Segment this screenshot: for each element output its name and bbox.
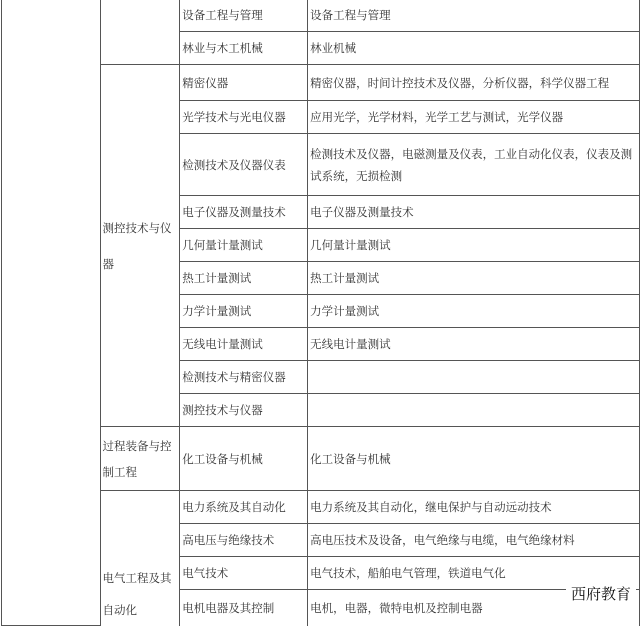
mapping-cell: 电气技术，船舶电气管理，铁道电气化 <box>308 557 640 590</box>
major-cell: 电子仪器及测量技术 <box>180 196 308 229</box>
group-cell-previous <box>100 0 180 65</box>
major-cell: 几何量计量测试 <box>180 229 308 262</box>
mapping-cell: 检测技术及仪器，电磁测量及仪表，工业自动化仪表，仪表及测试系统，无损检测 <box>308 134 640 196</box>
major-cell: 电力系统及其自动化 <box>180 491 308 524</box>
major-cell: 测控技术与仪器 <box>180 394 308 427</box>
major-cell: 无线电计量测试 <box>180 328 308 361</box>
mapping-cell: 林业机械 <box>308 32 640 65</box>
major-cell: 检测技术与精密仪器 <box>180 361 308 394</box>
mapping-cell: 无线电计量测试 <box>308 328 640 361</box>
group-cell-process: 过程装备与控制工程 <box>100 427 180 491</box>
major-mapping-table <box>1 0 640 626</box>
group-cell-electrical: 电气工程及其自动化 <box>100 491 180 626</box>
mapping-cell: 几何量计量测试 <box>308 229 640 262</box>
major-cell: 精密仪器 <box>180 65 308 101</box>
mapping-cell <box>308 361 640 394</box>
mapping-cell: 化工设备与机械 <box>308 427 640 491</box>
group-cell-measurement: 测控技术与仪器 <box>100 65 180 427</box>
major-cell: 设备工程与管理 <box>180 0 308 32</box>
major-cell: 力学计量测试 <box>180 295 308 328</box>
mapping-cell: 力学计量测试 <box>308 295 640 328</box>
mapping-cell: 电力系统及其自动化，继电保护与自动远动技术 <box>308 491 640 524</box>
major-cell: 光学技术与光电仪器 <box>180 101 308 134</box>
major-cell: 检测技术及仪器仪表 <box>180 134 308 196</box>
mapping-cell: 电机，电器，微特电机及控制电器 <box>308 590 640 626</box>
mapping-cell: 电子仪器及测量技术 <box>308 196 640 229</box>
mapping-cell: 热工计量测试 <box>308 262 640 295</box>
mapping-cell: 设备工程与管理 <box>308 0 640 32</box>
major-cell: 电气技术 <box>180 557 308 590</box>
mapping-cell: 精密仪器，时间计控技术及仪器，分析仪器，科学仪器工程 <box>308 65 640 101</box>
watermark: 西府教育 <box>566 581 636 607</box>
major-cell: 电机电器及其控制 <box>180 590 308 626</box>
major-cell: 林业与木工机械 <box>180 32 308 65</box>
major-cell: 化工设备与机械 <box>180 427 308 491</box>
mapping-cell: 应用光学，光学材料，光学工艺与测试，光学仪器 <box>308 101 640 134</box>
major-cell: 高电压与绝缘技术 <box>180 524 308 557</box>
outer-category-cell <box>2 0 101 626</box>
mapping-cell <box>308 394 640 427</box>
mapping-cell: 高电压技术及设备，电气绝缘与电缆，电气绝缘材料 <box>308 524 640 557</box>
table-row <box>2 0 640 32</box>
major-cell: 热工计量测试 <box>180 262 308 295</box>
